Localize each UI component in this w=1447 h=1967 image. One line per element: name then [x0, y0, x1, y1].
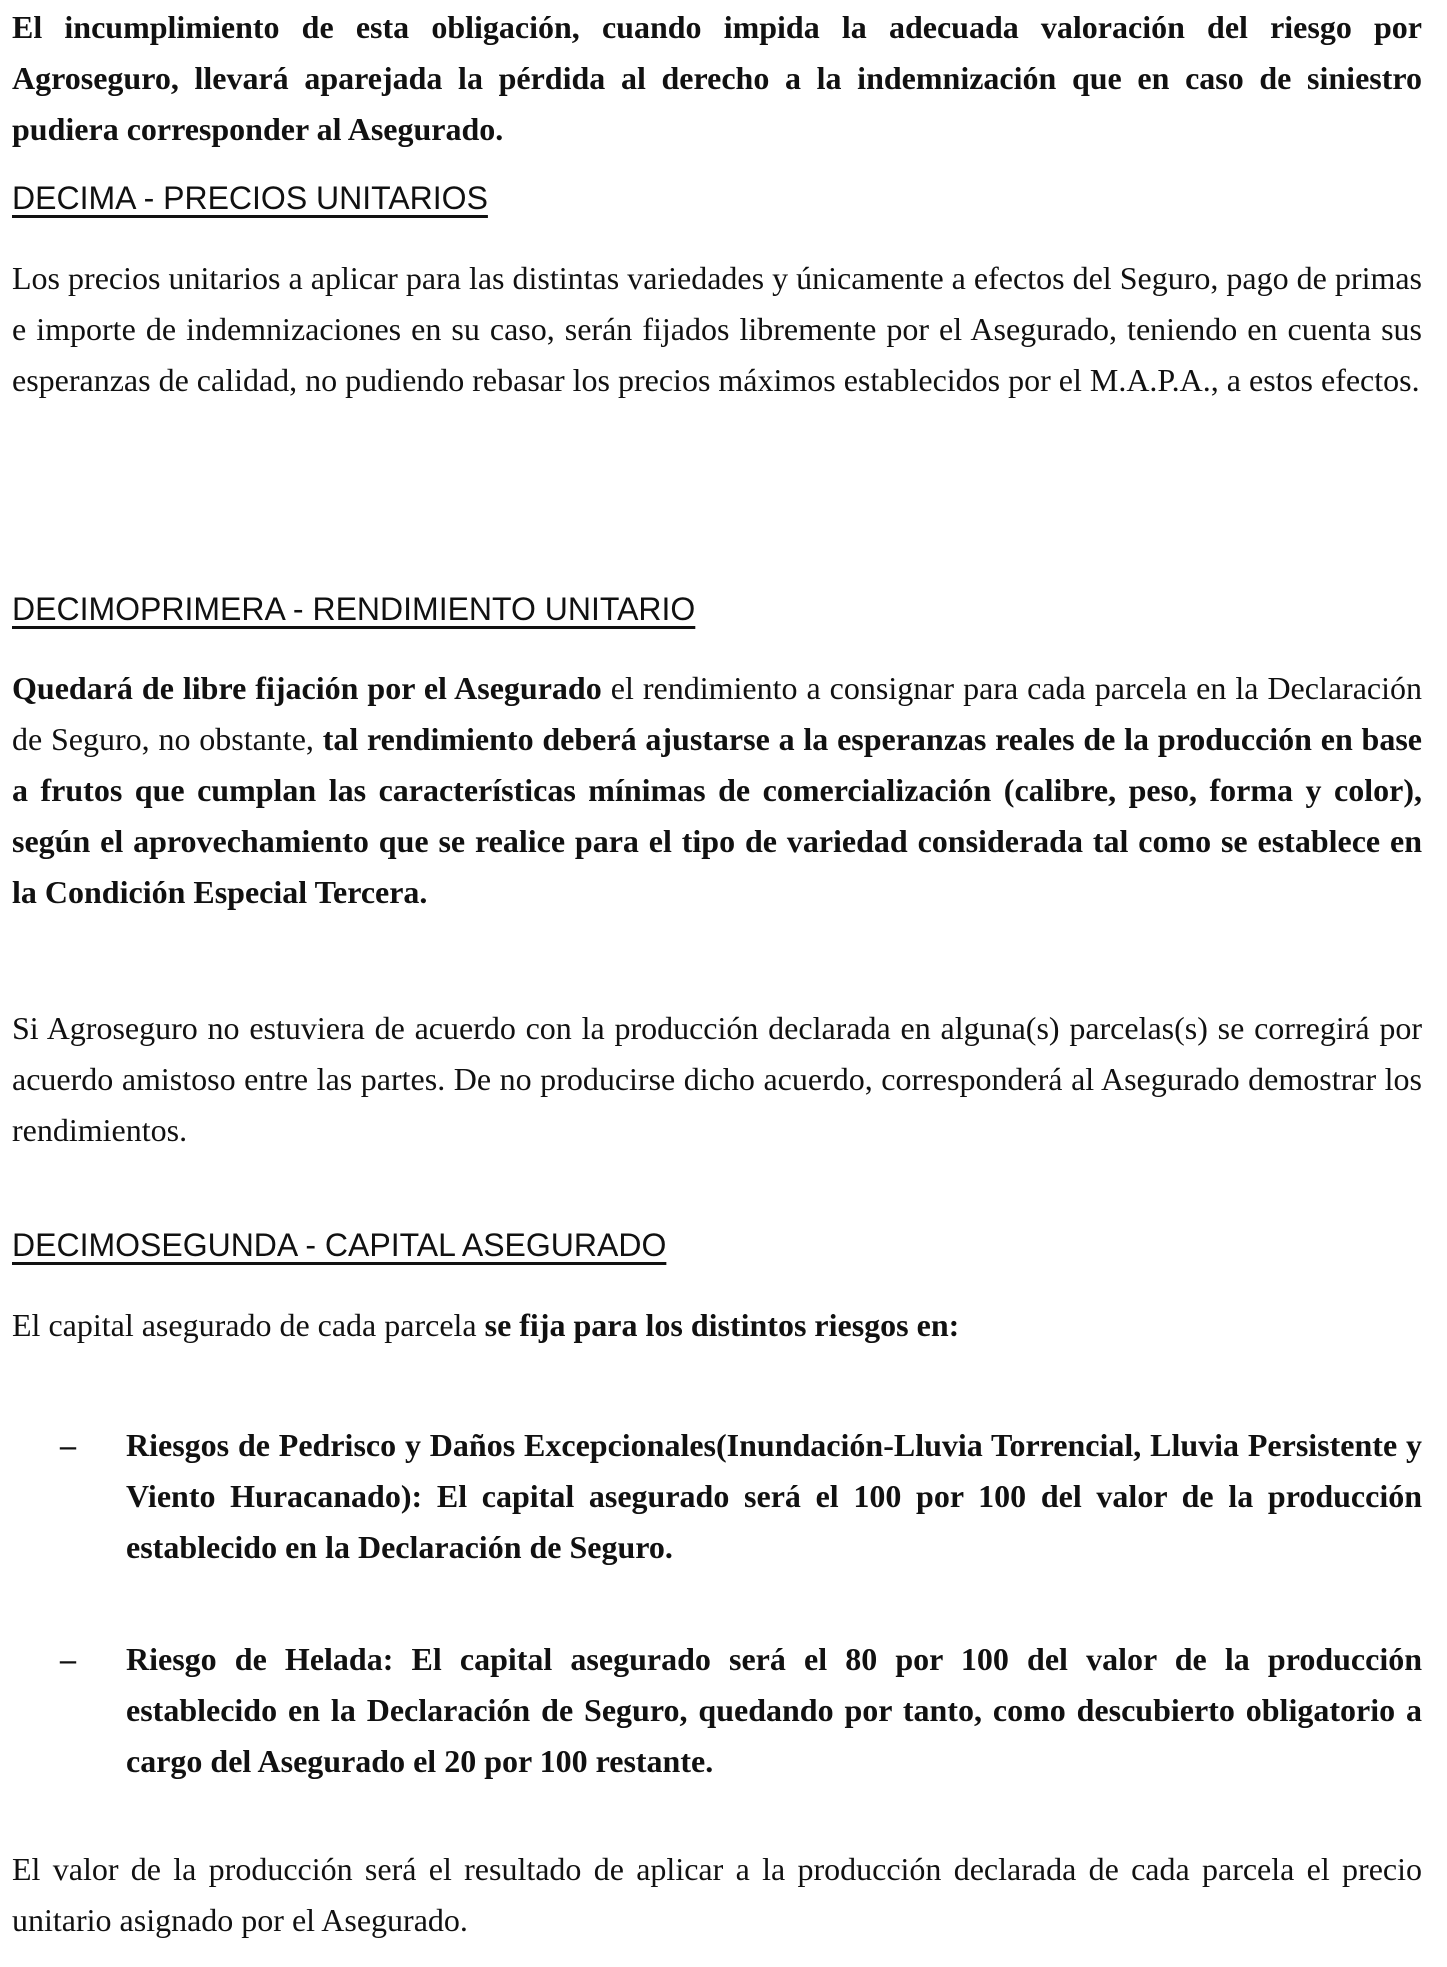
- closing-paragraph: El valor de la producción será el resultado de aplicar a la producción declarada de cada parcela el precio unitario asignado por el Asegurado.: [12, 1851, 1422, 1938]
- emphasis-text: Quedará de libre fijación por el Asegurado: [12, 670, 602, 706]
- list-item: [60, 1634, 1422, 1787]
- section-decimosegunda-intro: [12, 1300, 1422, 1351]
- body-text: el rendimiento a consignar para cada parcela en la Declaración de Seguro, no obstante,: [12, 670, 1423, 757]
- section-decimoprimera-paragraph-2: Si Agroseguro no estuviera de acuerdo con la producción declarada en alguna(s) parcelas(s) se corregirá por acuerdo amistoso entre las partes. De no producirse dicho acuerdo, corresponderá al Asegurado demostrar los rendimientos.: [12, 1010, 1422, 1148]
- list-item: [60, 1420, 1422, 1573]
- section-decima-paragraph: Los precios unitarios a aplicar para las distintas variedades y únicamente a efectos del Seguro, pago de primas e importe de indemnizaciones en su caso, serán fijados libremente por el Asegurado, teniendo en cuenta sus esperanzas de calidad, no pudiendo rebasar los precios máximos establecidos por el M.A.P.A., a estos efectos.: [12, 260, 1422, 398]
- list-item-text: Riesgo de Helada: El capital asegurado será el 80 por 100 del valor de la producción establecido en la Declaración de Seguro, quedando por tanto, como descubierto obligatorio a cargo del Asegurado el 20 por 100 restante.: [126, 1641, 1422, 1779]
- section-heading-decima: DECIMA - PRECIOS UNITARIOS: [12, 180, 488, 216]
- emphasis-text: tal rendimiento deberá ajustarse a la esperanzas reales de la producción en base a frutos que cumplan las características mínimas de comercialización (calibre, peso, forma y color), según el aprovechamiento que se realice para el tipo de variedad considerada tal como se establece en la Condición Especial Tercera.: [12, 721, 1423, 910]
- section-decimoprimera-paragraph-1: [12, 663, 1422, 918]
- emphasis-text: se fija para los distintos riesgos en:: [484, 1307, 960, 1343]
- section-heading-decimoprimera: DECIMOPRIMERA - RENDIMIENTO UNITARIO: [12, 591, 696, 627]
- section-heading-decimosegunda: DECIMOSEGUNDA - CAPITAL ASEGURADO: [12, 1227, 667, 1263]
- list-dash: –: [60, 1427, 76, 1463]
- list-dash: –: [60, 1641, 76, 1677]
- list-item-text: Riesgos de Pedrisco y Daños Excepcionales(Inundación-Lluvia Torrencial, Lluvia Persistente y Viento Huracanado): El capital asegurado será el 100 por 100 del valor de la producción establecido en la Declaración de Seguro.: [126, 1427, 1422, 1565]
- intro-paragraph: El incumplimiento de esta obligación, cuando impida la adecuada valoración del riesgo por Agroseguro, llevará aparejada la pérdida al derecho a la indemnización que en caso de siniestro pudiera corresponder al Asegurado.: [12, 9, 1422, 147]
- body-text: El capital asegurado de cada parcela: [12, 1307, 485, 1343]
